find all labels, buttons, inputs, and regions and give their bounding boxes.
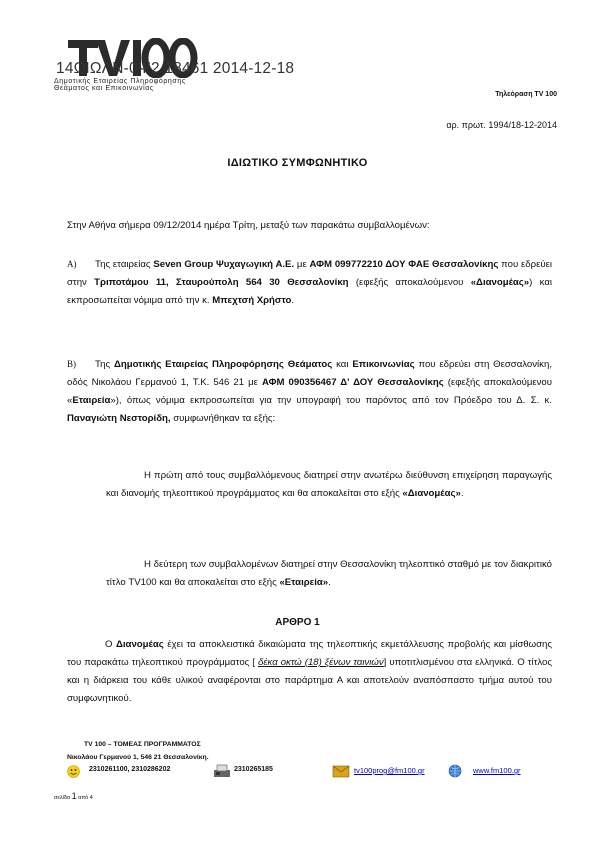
party-a-text: με	[294, 259, 310, 270]
party-a-marker: Α)	[67, 259, 77, 269]
clause-2-text: .	[328, 577, 331, 588]
logo-subtitle	[54, 78, 186, 92]
article-1-distributor: Διανομέας	[116, 639, 164, 650]
clause-1-paragraph	[106, 467, 552, 503]
document-title: ΙΔΙΩΤΙΚΟ ΣΥΜΦΩΝΗΤΙΚΟ	[227, 157, 368, 169]
smiley-phone-icon	[67, 765, 80, 778]
party-b-text: (εφεξής αποκαλούμενου «	[67, 377, 552, 406]
tv-label: Τηλεόραση TV 100	[495, 91, 557, 98]
party-b-text: »), όπως νόμιμα εκπροσωπείται για την υπογραφή του παρόντος από τον Πρόεδρο του Δ. Σ. κ.	[110, 395, 552, 406]
party-a-text: που εδρεύει στην	[67, 259, 553, 288]
party-a-alias: «Διανομέας»	[470, 277, 530, 288]
article-1-text: Ο	[105, 639, 116, 650]
protocol-number: αρ. πρωτ. 1994/18-12-2014	[446, 120, 557, 130]
article-1-films: δέκα οκτώ (18) ξένων ταινιών	[257, 657, 384, 668]
footer-email-link[interactable]: tv100prog@fm100.gr	[354, 766, 425, 775]
party-a-text: .	[291, 295, 295, 306]
footer-web-link[interactable]: www.fm100.gr	[473, 766, 521, 775]
clause-2-text: Η δεύτερη των συμβαλλομένων διατηρεί στην Θεσσαλονίκη τηλεοπτικό σταθμό με τον διακριτικό τίτλο TV100 και θα αποκαλείται στο εξής	[106, 559, 552, 588]
article-1-paragraph	[67, 636, 552, 708]
party-b-text: και	[332, 359, 353, 370]
clause-2-paragraph	[106, 556, 552, 592]
party-a-representative: Μπεχτσή Χρήστο	[212, 295, 292, 306]
party-a-address: Τριποτάμου 11, Σταυρούπολη 564 30 Θεσσαλονίκη	[94, 277, 349, 288]
party-b-tax-id: ΑΦΜ 090356467 Δ' ΔΟΥ Θεσσαλονίκης	[261, 377, 444, 388]
party-a-text: (εφεξής αποκαλούμενου	[348, 277, 471, 288]
globe-icon	[448, 764, 462, 778]
article-1-text: έχει τα αποκλειστικά δικαιώματα της τηλεοπτικής εκμετάλλευσης προβολής και μίσθωσης του παρακάτω τηλεοπτικού προγράμματος [	[67, 639, 552, 668]
clause-1-text: Η πρώτη από τους συμβαλλόμενους διατηρεί στην ανωτέρω διεύθυνση επιχείρηση παραγωγής και διανομής τηλεοπτικού προγράμματος και θα αποκαλείται στο εξής	[106, 470, 552, 499]
page-prefix: σελίδα	[54, 795, 71, 801]
party-b-representative: Παναγιώτη Νεστορίδη,	[67, 413, 171, 424]
email-icon	[332, 764, 350, 778]
party-a-tax-id: ΑΦΜ 099772210 ΔΟΥ ΦΑΕ Θεσσαλονίκης	[309, 259, 499, 270]
clause-1-text: .	[460, 488, 464, 499]
logo-subtitle-line1: Δημοτικής Εταιρείας Πληροφόρησης	[54, 78, 186, 85]
footer-department: TV 100 – ΤΟΜΕΑΣ ΠΡΟΓΡΑΜΜΑΤΟΣ	[84, 741, 201, 748]
intro-text: Στην Αθήνα σήμερα 09/12/2014 ημέρα Τρίτη, μεταξύ των παρακάτω συμβαλλομένων:	[67, 220, 430, 231]
document-stamp: 14ΩΙΩΛΝ-0Ψ2 18461 2014-12-18	[56, 60, 295, 77]
party-b-company: Δημοτικής Εταιρείας Πληροφόρησης Θεάματος	[113, 359, 333, 370]
party-b-marker: Β)	[67, 359, 76, 369]
clause-1-alias: «Διανομέας»	[402, 488, 461, 499]
footer-phone: 2310261100, 2310286202	[89, 766, 171, 773]
party-b-text: που εδρεύει στη Θεσσαλονίκη, οδός Νικολάου Γερμανού 1, Τ.Κ. 546 21 με	[67, 359, 552, 388]
party-b-text: Της	[95, 359, 114, 370]
page-current: 1	[71, 791, 77, 801]
party-b-text: συμφωνήθηκαν τα εξής:	[170, 413, 276, 424]
page-total: 4	[89, 795, 93, 801]
article-1-heading: ΑΡΘΡΟ 1	[275, 617, 320, 628]
logo-subtitle-line2: Θεάματος και Επικοινωνίας	[54, 85, 154, 92]
article-1-text: ] υποτιτλισμένου στα ελληνικά. Ο τίτλος και η διάρκεια του κάθε υλικού αναφέρονται στο παράρτημα Α και αποτελούν αναπόσπαστο τμήμα αυτού του συμφωνητικού.	[67, 657, 552, 704]
party-b-company-suffix: Επικοινωνίας	[352, 359, 415, 370]
footer-contacts	[67, 764, 547, 780]
party-b-alias: Εταιρεία	[72, 395, 111, 406]
page-number	[54, 791, 93, 801]
page-of: από	[78, 795, 89, 801]
party-b-paragraph	[67, 355, 552, 428]
footer-address: Νικολάου Γερμανού 1, 546 21 Θεσσαλονίκη.	[67, 754, 209, 761]
party-a-text: ) και εκπροσωπείται νόμιμα από την κ.	[67, 277, 553, 306]
footer-fax: 2310265185	[234, 766, 273, 773]
intro-paragraph	[67, 217, 552, 235]
party-a-text: Της εταιρείας	[95, 259, 154, 270]
clause-2-alias: «Εταιρεία»	[279, 577, 329, 588]
party-a-company: Seven Group Ψυχαγωγική Α.Ε.	[153, 259, 295, 270]
party-a-paragraph	[67, 255, 552, 310]
fax-icon	[213, 764, 231, 778]
